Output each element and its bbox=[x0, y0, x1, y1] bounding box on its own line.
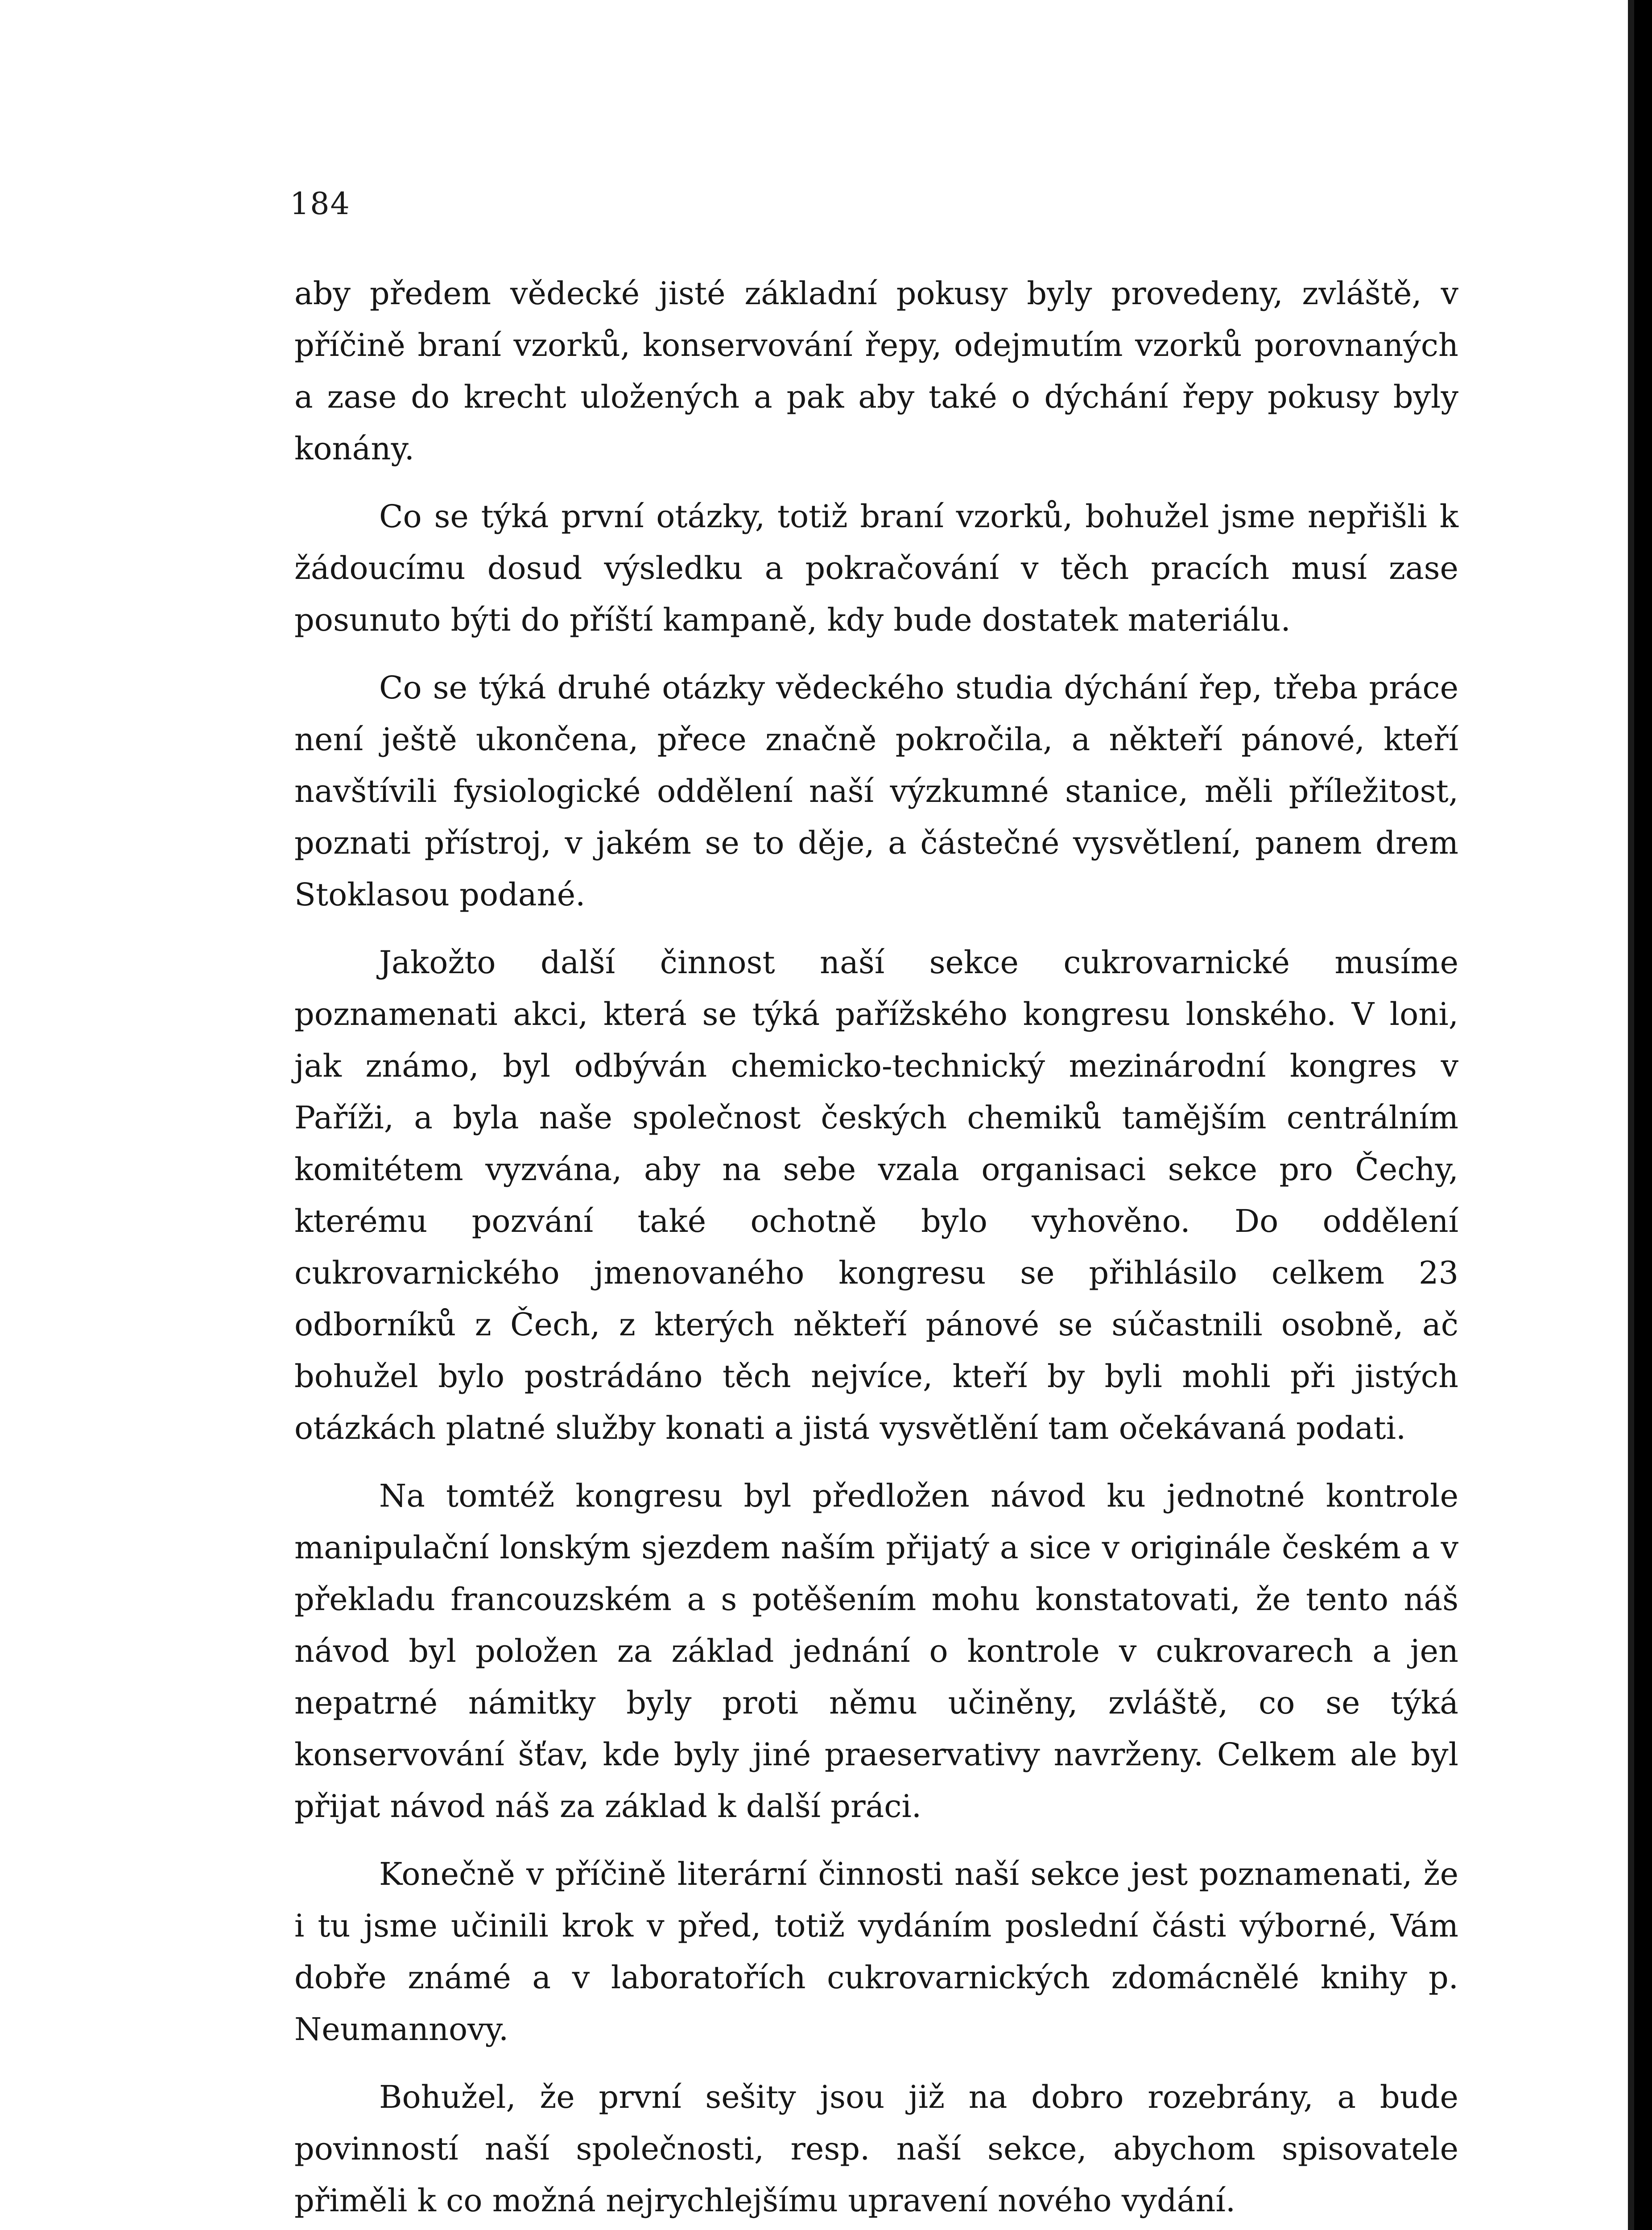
paragraph-control-guide: Na tomtéž kongresu byl předložen návod ku jednotné kontrole manipulační lonským sjezdem naším přijatý a sice v originále českém a v překladu francouzském a s potěšením mohu konstatovati, že tento náš návod byl položen za základ jednání o kontrole v cukrovarech a jen nepatrné námitky byly proti němu učiněny, zvláště, co se týká konservování šťav, kde byly jiné praeservativy navrženy. Celkem ale byl přijat návod náš za základ k další práci. bbox=[294, 1478, 1458, 1825]
paragraph-sampling: Co se týká první otázky, totiž braní vzorků, bohužel jsme nepřišli k žádoucímu dosud výsledku a pokračování v těch pracích musí zase posunuto býti do příští kampaně, kdy bude dostatek materiálu. bbox=[294, 498, 1458, 638]
paragraph-continuation: aby předem vědecké jisté základní pokusy byly provedeny, zvláště, v příčině braní vzorků, konservování řepy, odejmutím vzorků porovnaných a zase do krecht uložených a pak aby také o dýchání řepy pokusy byly konány. bbox=[294, 275, 1458, 467]
page-body bbox=[294, 268, 1458, 2230]
scan-edge-border bbox=[1634, 0, 1652, 2230]
paragraph-literary-activity: Konečně v příčině literární činnosti naší sekce jest poznamenati, že i tu jsme učinili krok v před, totiž vydáním poslední části výborné, Vám dobře známé a v laboratořích cukrovarnických zdomácnělé knihy p. Neumannovy. bbox=[294, 1856, 1458, 2048]
page-number: 184 bbox=[290, 186, 351, 222]
paragraph-respiration: Co se týká druhé otázky vědeckého studia dýchání řep, třeba práce není ještě ukončena, přece značně pokročila, a někteří pánové, kteří navštívili fysiologické oddělení naší výzkumné stanice, měli příležitost, poznati přístroj, v jakém se to děje, a částečné vysvětlení, panem drem Stoklasou podané. bbox=[294, 669, 1458, 913]
paragraph-paris-congress: Jakožto další činnost naší sekce cukrovarnické musíme poznamenati akci, která se týká pařížského kongresu lonského. V loni, jak známo, byl odbýván chemicko-technický mezinárodní kongres v Paříži, a byla naše společnost českých chemiků tamějším centrálním komitétem vyzvána, aby na sebe vzala organisaci sekce pro Čechy, kterému pozvání také ochotně bylo vyhověno. Do oddělení cukrovarnického jmenovaného kongresu se přihlásilo celkem 23 odborníků z Čech, z kterých někteří pánové se súčastnili osobně, ač bohužel bylo postrádáno těch nejvíce, kteří by byli mohli při jistých otázkách platné služby konati a jistá vysvětlění tam očekávaná podati. bbox=[294, 944, 1458, 1446]
scan-edge-shadow bbox=[1628, 0, 1634, 2230]
paragraph-new-edition: Bohužel, že první sešity jsou již na dobro rozebrány, a bude povinností naší společnosti, resp. naší sekce, abychom spisovatele přiměli k co možná nejrychlejšímu upravení nového vydání. bbox=[294, 2079, 1458, 2219]
